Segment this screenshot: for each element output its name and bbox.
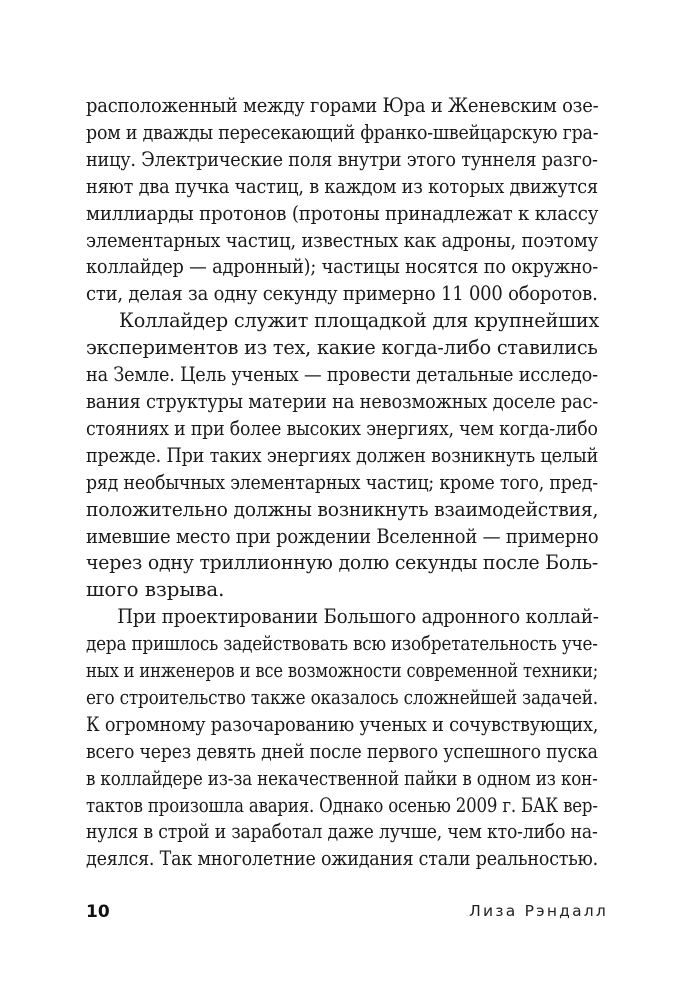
text-line: стояниях и при более высоких энергиях, чем когда-либо bbox=[86, 416, 598, 440]
text-line: его строительство также оказалось сложнейшей задачей. bbox=[86, 685, 598, 709]
text-line: вания структуры материи на невозможных доселе рас- bbox=[86, 389, 599, 413]
paragraph-2 bbox=[86, 308, 608, 604]
page-footer bbox=[86, 902, 608, 926]
running-head-author: Лиза Рэндалл bbox=[469, 902, 608, 920]
text-line: ряд необычных элементарных частиц; кроме того, пред- bbox=[86, 470, 598, 494]
text-line: элементарных частиц, известных как адроны, поэтому bbox=[86, 228, 598, 252]
text-line: имевшие место при рождении Вселенной — примерно bbox=[86, 524, 599, 548]
text-line: дера пришлось задействовать всю изобретательность уче- bbox=[86, 632, 598, 656]
text-line: Коллайдер служит площадкой для крупнейших bbox=[119, 309, 600, 333]
paragraph-3 bbox=[86, 604, 608, 873]
text-line: ницу. Электрические поля внутри этого туннеля разго- bbox=[86, 147, 598, 171]
text-line: сти, делая за одну секунду примерно 11 000 оборотов. bbox=[86, 282, 598, 306]
text-line: шого взрыва. bbox=[86, 578, 225, 602]
text-line: на Земле. Цель ученых — провести детальные исследо- bbox=[86, 363, 598, 387]
text-line: прежде. При таких энергиях должен возникнуть целый bbox=[86, 443, 599, 467]
text-line: ных и инженеров и все возможности современной техники; bbox=[86, 659, 599, 683]
text-line: няют два пучка частиц, в каждом из которых движутся bbox=[86, 174, 598, 198]
paragraph-1 bbox=[86, 93, 608, 308]
page-body bbox=[86, 93, 608, 873]
text-line: положительно должны возникнуть взаимодействия, bbox=[86, 497, 599, 521]
page-number: 10 bbox=[86, 902, 110, 922]
text-line: тактов произошла авария. Однако осенью 2009 г. БАК вер- bbox=[86, 793, 598, 817]
text-line: коллайдер — адронный); частицы носятся по окружно- bbox=[86, 255, 599, 279]
text-line: нулся в строй и заработал даже лучше, чем кто-либо на- bbox=[86, 820, 598, 844]
text-line: деялся. Так многолетние ожидания стали реальностью. bbox=[86, 847, 599, 871]
text-line: через одну триллионную долю секунды после Боль- bbox=[86, 551, 599, 575]
text-line: в коллайдере из-за некачественной пайки в одном из кон- bbox=[86, 766, 598, 790]
text-line: К огромному разочарованию ученых и сочувствующих, bbox=[86, 712, 599, 736]
text-line: миллиарды протонов (протоны принадлежат к классу bbox=[86, 201, 599, 225]
text-line: экспериментов из тех, какие когда-либо ставились bbox=[86, 336, 598, 360]
text-line: всего через девять дней после первого успешного пуска bbox=[86, 739, 598, 763]
text-line: При проектировании Большого адронного коллай- bbox=[117, 605, 599, 629]
text-line: ром и дважды пересекающий франко-швейцарскую гра- bbox=[86, 120, 599, 144]
text-line: расположенный между горами Юра и Женевским озе- bbox=[86, 94, 599, 117]
